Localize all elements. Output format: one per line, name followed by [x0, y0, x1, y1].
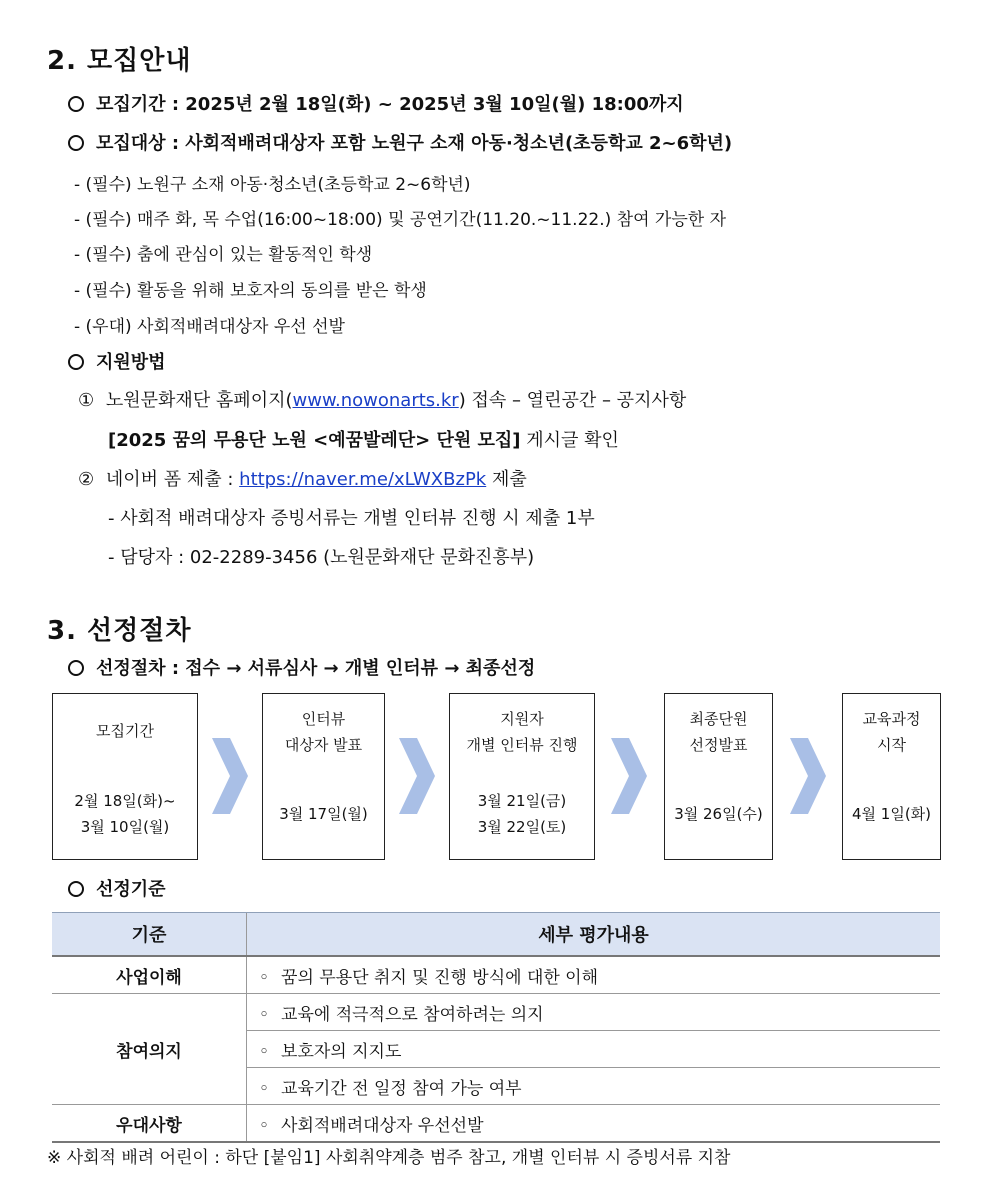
step-date: 3월 21일(금): [477, 792, 567, 810]
detail-text: 사회적배려대상자 우선선발: [281, 1115, 484, 1136]
step-title: 선정발표: [689, 736, 748, 754]
circle-icon: [68, 135, 84, 151]
step-box: [52, 693, 198, 860]
step-box: [449, 693, 595, 860]
step-date: 3월 17일(월): [279, 805, 368, 823]
post-confirm-text: 게시글 확인: [520, 430, 619, 451]
method-2-text: 네이버 폼 제출 :: [105, 469, 240, 490]
recruit-period: [68, 90, 684, 116]
criteria-heading: [68, 875, 166, 901]
chevron-right-icon: [790, 738, 826, 814]
recruit-target: [68, 129, 732, 155]
bullet-icon: ◦: [259, 1004, 270, 1025]
table-header-row: [52, 913, 940, 957]
step-box: [262, 693, 385, 860]
procedure-text: 선정절차 : 접수 → 서류심사 → 개별 인터뷰 → 최종선정: [96, 658, 536, 679]
detail-text: 보호자의 지지도: [281, 1041, 402, 1062]
table-row: [52, 956, 940, 994]
step-box: [842, 693, 941, 860]
detail-cell: [247, 1105, 941, 1143]
homepage-link[interactable]: www.nowonarts.kr: [292, 390, 459, 411]
post-title: [2025 꿈의 무용단 노원 <예꿈발레단> 단원 모집]: [108, 430, 521, 451]
method-2: [78, 465, 527, 491]
method-1-number: ①: [78, 390, 95, 411]
requirement-item: - (필수) 노원구 소재 아동·청소년(초등학교 2~6학년): [74, 175, 471, 195]
bullet-icon: ◦: [259, 967, 270, 988]
chevron-right-icon: [212, 738, 248, 814]
table-row: [52, 1105, 940, 1143]
step-date: 2월 18일(화)~: [74, 792, 176, 810]
column-header: 세부 평가내용: [247, 913, 941, 957]
criteria-table: [52, 912, 940, 1143]
requirement-item: - (필수) 활동을 위해 보호자의 동의를 받은 학생: [74, 281, 427, 301]
step-title: 시작: [877, 736, 906, 754]
contact-note: - 담당자 : 02-2289-3456 (노원문화재단 문화진흥부): [108, 547, 535, 568]
requirement-item: - (우대) 사회적배려대상자 우선 선발: [74, 317, 345, 337]
detail-cell: [247, 1031, 941, 1068]
step-box: [664, 693, 773, 860]
circle-icon: [68, 354, 84, 370]
footnote: ※ 사회적 배려 어린이 : 하단 [붙임1] 사회취약계층 범주 참고, 개별 인터뷰 시 증빙서류 지참: [47, 1148, 731, 1168]
circle-icon: [68, 881, 84, 897]
bullet-icon: ◦: [259, 1041, 270, 1062]
bullet-icon: ◦: [259, 1078, 270, 1099]
method-1-text: 노원문화재단 홈페이지(: [105, 390, 293, 411]
method-2-submit: 제출: [486, 469, 527, 490]
apply-method-heading: [68, 348, 166, 374]
apply-method-title: 지원방법: [96, 352, 166, 373]
detail-text: 교육기간 전 일정 참여 가능 여부: [281, 1078, 522, 1099]
method-1: [78, 386, 686, 412]
column-header: 기준: [52, 913, 247, 957]
section2-title: 2. 모집안내: [47, 46, 192, 76]
criteria-title: 선정기준: [96, 879, 166, 900]
table-row: [52, 994, 940, 1031]
criterion-cell: 참여의지: [52, 994, 247, 1105]
step-title: 대상자 발표: [284, 736, 363, 754]
requirement-item: - (필수) 춤에 관심이 있는 활동적인 학생: [74, 245, 373, 265]
detail-text: 교육에 적극적으로 참여하려는 의지: [281, 1004, 544, 1025]
step-title: 인터뷰: [301, 710, 346, 728]
circle-icon: [68, 660, 84, 676]
detail-cell: [247, 994, 941, 1031]
detail-text: 꿈의 무용단 취지 및 진행 방식에 대한 이해: [281, 967, 599, 988]
criterion-cell: 우대사항: [52, 1105, 247, 1143]
chevron-right-icon: [611, 738, 647, 814]
step-title: 모집기간: [96, 722, 154, 740]
circle-icon: [68, 96, 84, 112]
requirement-item: - (필수) 매주 화, 목 수업(16:00~18:00) 및 공연기간(11.20.~11.22.) 참여 가능한 자: [74, 210, 727, 230]
step-date: 4월 1일(화): [851, 805, 932, 823]
detail-cell: [247, 956, 941, 994]
method-2-number: ②: [78, 469, 95, 490]
naver-form-link[interactable]: https://naver.me/xLWXBzPk: [239, 469, 487, 490]
procedure-line: [68, 654, 535, 680]
step-date: 3월 26일(수): [674, 805, 763, 823]
chevron-right-icon: [399, 738, 435, 814]
step-title: 개별 인터뷰 진행: [466, 736, 578, 754]
bullet-icon: ◦: [259, 1115, 270, 1136]
section3-title: 3. 선정절차: [47, 616, 192, 646]
step-title: 지원자: [500, 710, 544, 728]
step-date: 3월 22일(토): [477, 818, 567, 836]
recruit-target-text: 모집대상 : 사회적배려대상자 포함 노원구 소재 아동·청소년(초등학교 2~6학년): [96, 133, 733, 154]
step-title: 교육과정: [862, 710, 921, 728]
method-1-post: [108, 426, 619, 452]
criterion-cell: 사업이해: [52, 956, 247, 994]
method-2-note: - 사회적 배려대상자 증빙서류는 개별 인터뷰 진행 시 제출 1부: [108, 508, 595, 529]
recruit-period-text: 모집기간 : 2025년 2월 18일(화) ~ 2025년 3월 10일(월) 18:00까지: [96, 94, 684, 115]
step-date: 3월 10일(월): [80, 818, 170, 836]
step-title: 최종단원: [689, 710, 748, 728]
method-1-path: ) 접속 – 열린공간 – 공지사항: [458, 390, 687, 411]
detail-cell: [247, 1068, 941, 1105]
